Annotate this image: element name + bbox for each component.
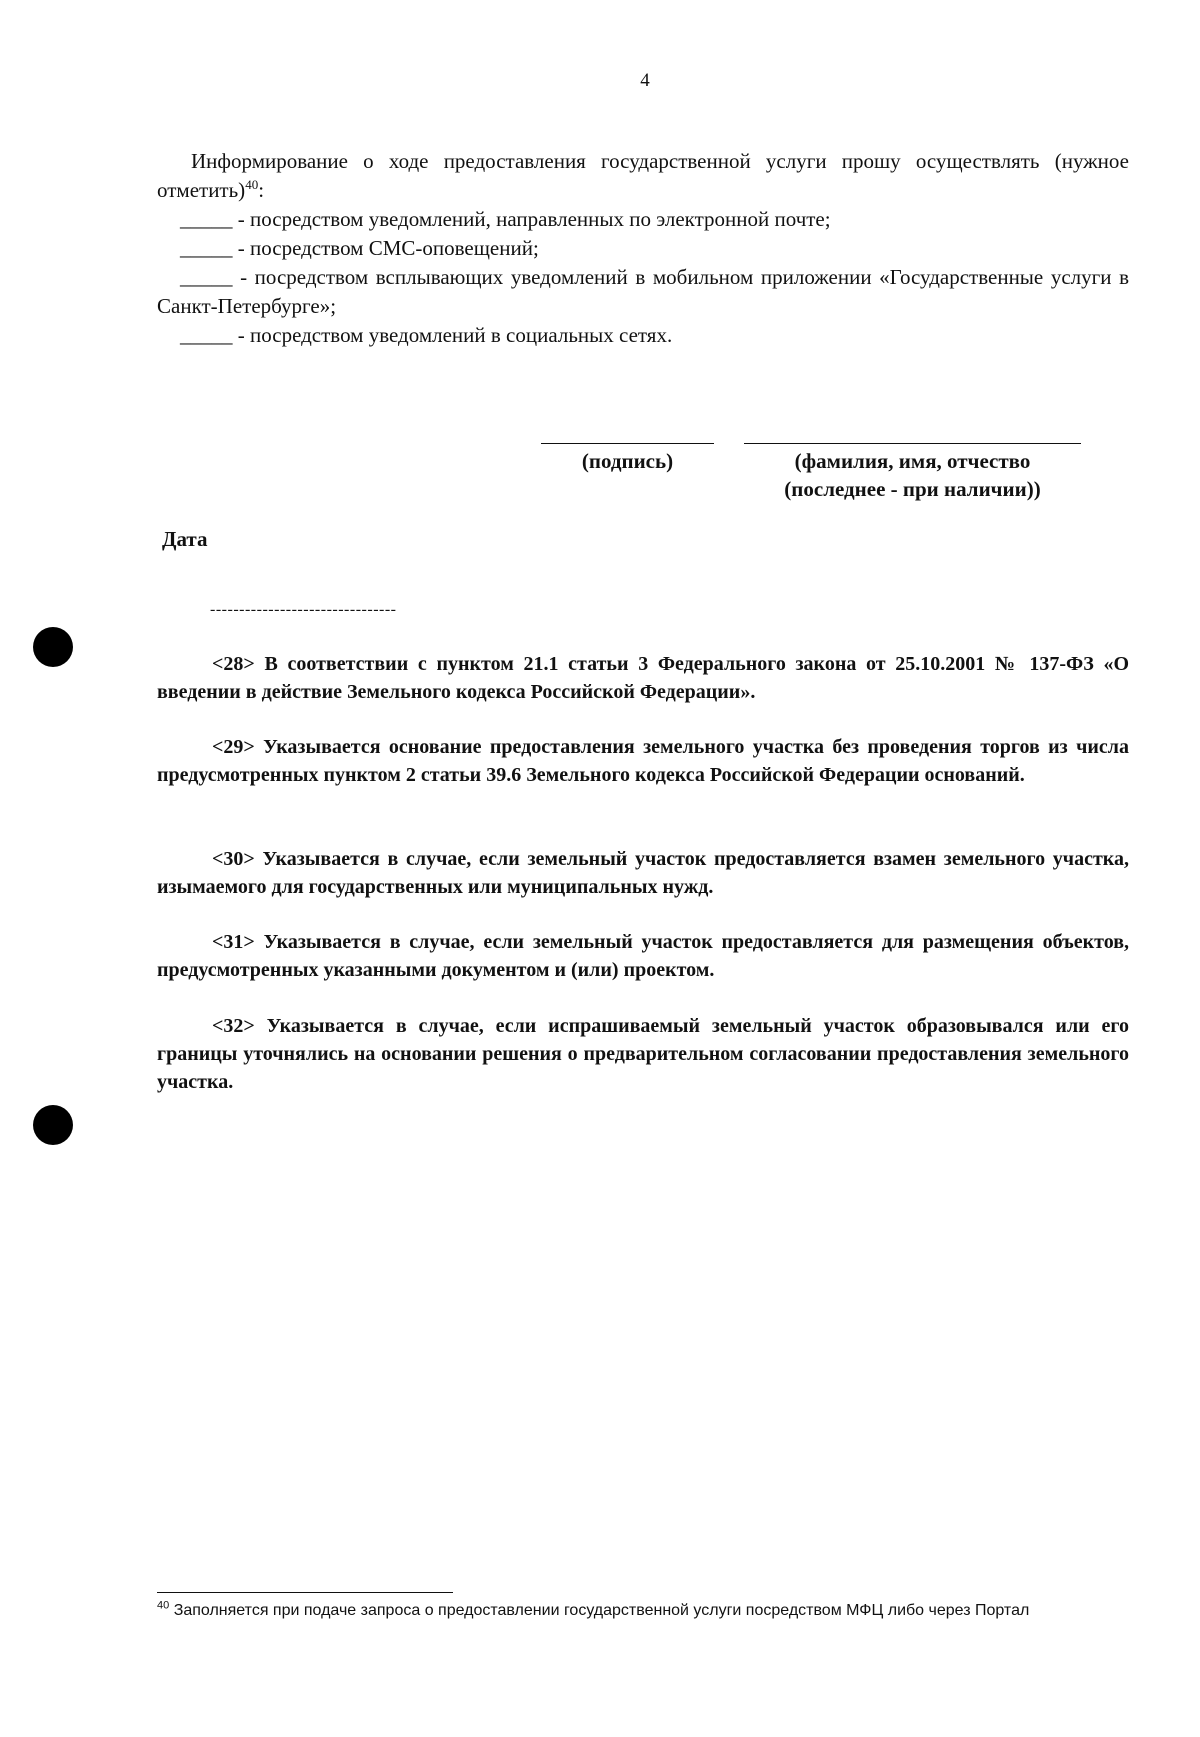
note-marker: <32>	[212, 1015, 255, 1037]
signature-label: (подпись)	[581, 449, 674, 473]
option-blank: _____	[180, 265, 233, 289]
punch-hole-bottom	[33, 1105, 73, 1145]
note-marker: <29>	[212, 736, 255, 758]
footnote-40	[157, 1599, 1129, 1622]
note-marker: <28>	[212, 653, 255, 675]
notes-separator: --------------------------------	[210, 601, 397, 618]
intro-text: Информирование о ходе предоставления государственной услуги прошу осуществлять (нужное отметить)	[157, 149, 1129, 202]
name-label-line2: (последнее - при наличии))	[784, 477, 1041, 501]
option-text: - посредством всплывающих уведомлений в мобильном приложении «Государственные услуги в Санкт-Петербурге»;	[157, 265, 1129, 318]
note-text: Указывается в случае, если испрашиваемый земельный участок образовывался или его границы уточнялись на основании решения о предварительном согласовании предоставления земельного участка.	[157, 1015, 1129, 1093]
intro-paragraph	[157, 147, 1129, 205]
note-text: Указывается основание предоставления земельного участка без проведения торгов из числа предусмотренных пунктом 2 статьи 39.6 Земельного кодекса Российской Федерации оснований.	[157, 736, 1129, 786]
option-blank: _____	[180, 323, 233, 347]
note-marker: <31>	[212, 931, 255, 953]
note-marker: <30>	[212, 848, 255, 870]
name-label-line1: (фамилия, имя, отчество	[794, 449, 1031, 473]
notification-options	[157, 205, 1129, 350]
option-social	[157, 321, 1129, 350]
punch-hole-top	[33, 627, 73, 667]
option-text: - посредством уведомлений, направленных по электронной почте;	[232, 207, 831, 231]
footnote-number: 40	[157, 1599, 170, 1612]
option-text: - посредством СМС-оповещений;	[232, 236, 539, 260]
note-text: Указывается в случае, если земельный участок предоставляется для размещения объектов, предусмотренных указанными документом и (или) проектом.	[157, 931, 1129, 981]
option-text: - посредством уведомлений в социальных сетях.	[232, 323, 673, 347]
option-blank: _____	[180, 207, 233, 231]
intro-colon: :	[258, 178, 265, 202]
option-mobile-app	[157, 263, 1129, 321]
option-email	[157, 205, 1129, 234]
signature-line	[541, 443, 714, 444]
note-30	[157, 845, 1129, 901]
note-text: В соответствии с пунктом 21.1 статьи 3 Федерального закона от 25.10.2001 № 137-ФЗ «О введении в действие Земельного кодекса Российской Федерации».	[157, 653, 1129, 703]
note-28	[157, 650, 1129, 706]
date-label: Дата	[162, 527, 208, 551]
footnote-rule	[157, 1592, 453, 1593]
footnote-ref-40: 40	[245, 177, 259, 192]
name-line	[744, 443, 1081, 444]
note-text: Указывается в случае, если земельный участок предоставляется взамен земельного участка, изымаемого для государственных или муниципальных нужд.	[157, 848, 1129, 898]
note-31	[157, 928, 1129, 984]
page-number: 4	[640, 70, 650, 91]
footnote-text: Заполняется при подаче запроса о предоставлении государственной услуги посредством МФЦ либо через Портал	[169, 1602, 1030, 1619]
name-label	[734, 447, 1091, 503]
note-32	[157, 1012, 1129, 1096]
option-sms	[157, 234, 1129, 263]
note-29	[157, 733, 1129, 789]
option-blank: _____	[180, 236, 233, 260]
